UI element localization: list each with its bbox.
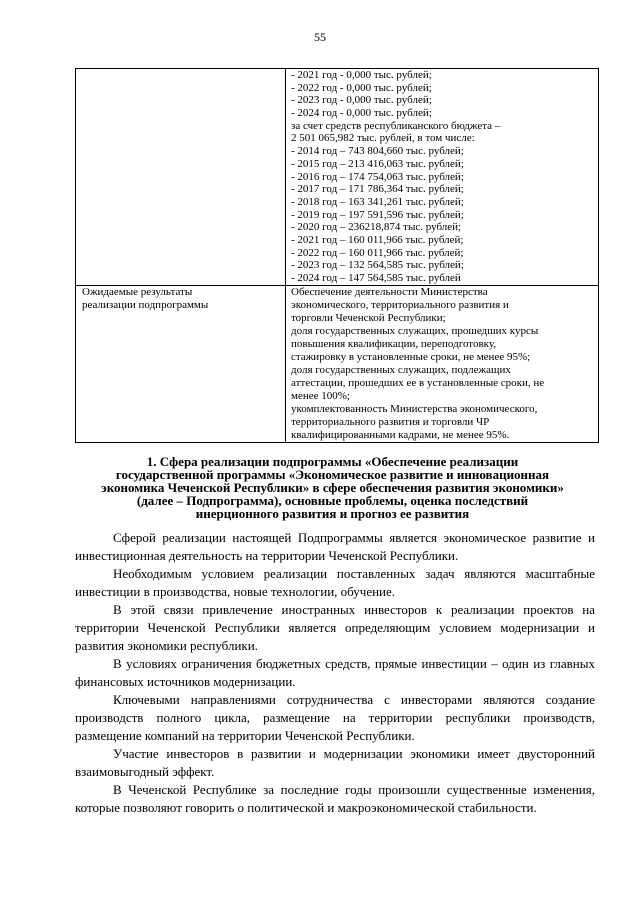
body-paragraph: В Чеченской Республике за последние годы произошли существенные изменения, которые позволяют говорить о политической и макроэкономической стабильности. (75, 782, 595, 815)
financing-line: - 2021 год - 0,000 тыс. рублей; (291, 69, 432, 81)
financing-label-cell (76, 69, 286, 286)
body-paragraph: Ключевыми направлениями сотрудничества с инвесторами являются создание производств полного цикла, размещение на территории республики производств, размещение компаний на территории Чеченской Республики. (75, 692, 595, 743)
results-line: территориального развития и торговли ЧР (291, 415, 490, 428)
results-line: торговли Чеченской Республики; (291, 311, 446, 324)
body-paragraph: В условиях ограничения бюджетных средств, прямые инвестиции – один из главных финансовых источников модернизации. (75, 656, 595, 689)
page-number: 55 (314, 30, 326, 44)
financing-line: - 2017 год – 171 786,364 тыс. рублей; (291, 183, 464, 196)
section-heading-line: экономика Чеченской Республики» в сфере обеспечения развития экономики» (101, 480, 564, 495)
results-label-line: реализации подпрограммы (82, 298, 209, 311)
body-paragraph: Необходимым условием реализации поставленных задач являются масштабные инвестиции в производства, новые технологии, обучение. (75, 566, 595, 599)
results-line: аттестации, прошедших ее в установленные сроки, не (291, 376, 545, 389)
section-heading-line: инерционного развития и прогноз ее развития (195, 506, 470, 521)
financing-line: - 2024 год - 0,000 тыс. рублей; (291, 107, 432, 120)
financing-line: - 2021 год – 160 011,966 тыс. рублей; (291, 233, 464, 246)
section-body (75, 529, 595, 817)
results-line: квалифицированными кадрами, не менее 95%. (291, 428, 510, 441)
financing-line: - 2023 год - 0,000 тыс. рублей; (291, 94, 432, 107)
program-passport-table (75, 68, 599, 443)
financing-line: - 2019 год – 197 591,596 тыс. рублей; (291, 208, 464, 221)
section-heading (70, 455, 595, 520)
section-heading-line: 1. Сфера реализации подпрограммы «Обеспечение реализации (146, 454, 519, 469)
body-paragraph: Участие инвесторов в развитии и модернизации экономики имеет двусторонний взаимовыгодный эффект. (75, 746, 595, 779)
financing-line: - 2022 год - 0,000 тыс. рублей; (291, 81, 432, 94)
results-line: Обеспечение деятельности Министерства (291, 285, 488, 298)
results-line: доля государственных служащих, подлежащих (291, 363, 511, 376)
financing-line: - 2016 год – 174 754,063 тыс. рублей; (291, 170, 464, 183)
results-line: доля государственных служащих, прошедших курсы (291, 324, 539, 337)
results-line: экономического, территориального развития и (291, 298, 509, 311)
financing-line: за счет средств республиканского бюджета – (291, 119, 501, 132)
results-line: стажировку в установленные сроки, не менее 95%; (291, 350, 531, 363)
financing-line: - 2014 год – 743 804,660 тыс. рублей; (291, 145, 464, 158)
results-line: менее 100%; (291, 389, 350, 402)
financing-line: - 2023 год – 132 564,585 тыс. рублей; (291, 259, 464, 272)
financing-line: - 2018 год – 163 341,261 тыс. рублей; (291, 195, 464, 208)
section-heading-line: (далее – Подпрограмма), основные проблемы, оценка последствий (136, 493, 529, 508)
financing-line: - 2015 год – 213 416,063 тыс. рублей; (291, 157, 464, 170)
results-label-cell (76, 285, 286, 442)
results-line: укомплектованность Министерства экономического, (291, 402, 538, 415)
body-paragraph: Сферой реализации настоящей Подпрограммы является экономическое развитие и инвестиционная деятельность на территории Чеченской Республики. (75, 530, 595, 563)
financing-value-cell (286, 69, 599, 286)
results-label-line: Ожидаемые результаты (82, 285, 193, 298)
financing-row (76, 69, 599, 286)
financing-line: - 2024 год – 147 564,585 тыс. рублей (291, 272, 461, 284)
financing-line: - 2020 год – 236218,874 тыс. рублей; (291, 221, 462, 234)
results-row (76, 285, 599, 442)
financing-line: 2 501 065,982 тыс. рублей, в том числе: (291, 132, 475, 145)
body-paragraph: В этой связи привлечение иностранных инвесторов к реализации проектов на территории Чеченской Республики является определяющим условием модернизации и развития экономики республики. (75, 602, 595, 653)
section-heading-line: государственной программы «Экономическое развитие и инновационная (115, 467, 550, 482)
results-value-cell (286, 285, 599, 442)
results-line: повышения квалификации, переподготовку, (291, 337, 496, 350)
financing-line: - 2022 год – 160 011,966 тыс. рублей; (291, 246, 464, 259)
